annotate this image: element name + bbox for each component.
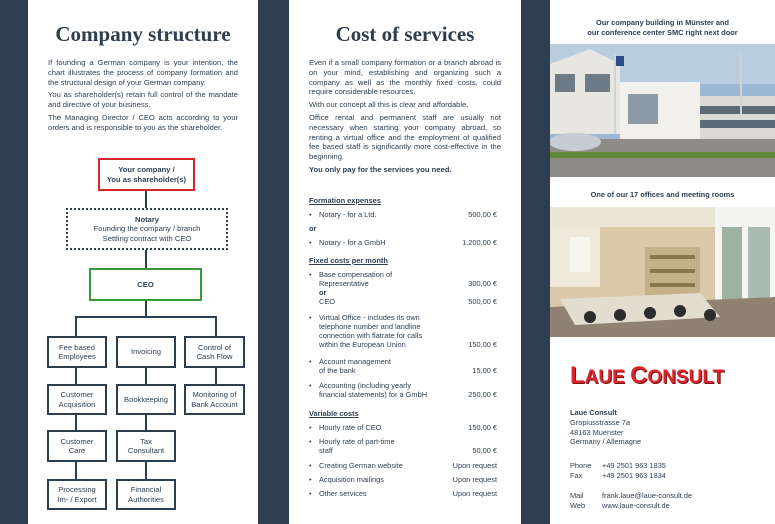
- cost-label-line: connection with flatrate for calls: [319, 331, 423, 340]
- box-line: Bank Account: [191, 399, 238, 409]
- phone-block: [570, 461, 666, 481]
- connector-line: [75, 316, 77, 336]
- org-box: [184, 336, 245, 368]
- logo-letter: L: [570, 362, 585, 389]
- box-line: Financial: [130, 485, 162, 495]
- org-box: [184, 384, 245, 415]
- cost-row: [309, 381, 497, 401]
- cost-label-line: staff: [319, 446, 333, 455]
- cost-amount: 1.200,00 €: [462, 238, 497, 247]
- cost-label: [309, 313, 459, 349]
- paragraph: If founding a German company is your intention, the chart illustrates the process of company formation and the structural design of your German company.: [48, 58, 238, 87]
- notary-box: [66, 208, 228, 250]
- cost-label: • Creating German website: [309, 461, 459, 470]
- cost-label: • Acquisition mailings: [309, 475, 459, 484]
- web-label: Web: [570, 500, 586, 510]
- cost-label: • Notary - for a GmbH: [309, 238, 459, 247]
- connector-line: [215, 368, 217, 384]
- caption-line: Our company building in Münster and: [595, 18, 730, 27]
- panel-cost-of-services: [289, 0, 521, 524]
- cost-label: [309, 437, 459, 455]
- box-line: Bookkeeping: [124, 394, 168, 404]
- org-box: [116, 336, 176, 368]
- connector-line: [75, 316, 216, 318]
- cost-row: [309, 313, 497, 353]
- logo-letters: ONSULT: [647, 367, 725, 388]
- box-line: Invoicing: [131, 347, 161, 357]
- panel-contact: [550, 0, 775, 524]
- org-box: [47, 384, 107, 415]
- cost-amount: 500,00 €: [468, 210, 497, 219]
- caption-line: our conference center SMC right next door: [587, 27, 738, 37]
- fax-label: Fax: [570, 470, 583, 480]
- fax-line: [570, 471, 666, 481]
- fax-value: +49 2501 963 1834: [602, 470, 666, 480]
- cost-label: • Other services: [309, 489, 459, 498]
- building-photo: [550, 44, 775, 177]
- address-block: [570, 408, 641, 447]
- office-photo: [550, 207, 775, 337]
- office-photo-image: [550, 207, 775, 337]
- connector-line: [215, 316, 217, 336]
- shareholder-box: [98, 158, 195, 191]
- connector-line: [145, 414, 147, 430]
- box-line: Employees: [58, 352, 96, 361]
- box-line: Consultant: [127, 446, 165, 455]
- intro-text: [309, 58, 501, 178]
- panel-company-structure: [28, 0, 258, 524]
- section-heading: Fixed costs per month: [309, 256, 388, 265]
- box-line: Acquisition: [58, 399, 96, 409]
- connector-line: [75, 462, 77, 479]
- ceo-box: [89, 268, 202, 301]
- cost-label: • Notary - for a Ltd.: [309, 210, 459, 219]
- intro-text: [48, 58, 238, 136]
- or-label: or: [319, 288, 327, 297]
- cost-row: [309, 437, 497, 457]
- box-line: Processing: [58, 485, 96, 495]
- cost-amount: 50,00 €: [472, 446, 497, 455]
- box-line: You as shareholder(s): [106, 174, 187, 184]
- box-line: Tax: [140, 436, 152, 446]
- phone-label: Phone: [570, 461, 592, 470]
- mail-line: [570, 491, 692, 501]
- cost-amount: Upon request: [452, 489, 497, 498]
- cost-label-line: of the bank: [319, 366, 356, 375]
- connector-line: [75, 368, 77, 384]
- cost-amount: 300,00 €: [468, 279, 497, 288]
- paragraph: With our concept all this is clear and affordable.: [309, 100, 469, 110]
- panel-title: Cost of services: [335, 22, 475, 46]
- logo-letter: C: [630, 362, 648, 389]
- address-country: Germany / Allemagne: [570, 437, 642, 447]
- box-line: Founding the company / branch: [93, 224, 201, 234]
- org-box: [116, 479, 176, 510]
- photo-caption: One of our 17 offices and meeting rooms: [590, 190, 735, 199]
- mail-link[interactable]: frank.laue@laue-consult.de: [602, 491, 693, 500]
- cost-label: • Hourly rate of CEO: [309, 423, 459, 432]
- box-line: CEO: [137, 279, 154, 289]
- or-label: or: [309, 224, 317, 233]
- box-line: Settling contract with CEO: [102, 233, 192, 243]
- cost-label-line: Accounting (including yearly: [319, 381, 412, 390]
- mail-label: Mail: [570, 491, 584, 500]
- paragraph: You as shareholder(s) retain full control of the mandate and directive of your business.: [48, 90, 238, 110]
- cost-label: [309, 357, 459, 375]
- address-city: 48163 Muenster: [570, 427, 624, 437]
- logo-letters: AUE: [584, 367, 631, 388]
- cost-label-line: Account management: [319, 357, 391, 366]
- cost-label-line: within the European Union: [319, 340, 406, 349]
- box-line: Cash Flow: [196, 352, 233, 361]
- org-box: [116, 384, 176, 415]
- cost-row: [309, 357, 497, 377]
- paragraph: The Managing Director / CEO acts according to your orders and is responsible to you as the shareholder.: [48, 112, 238, 132]
- online-block: [570, 491, 692, 511]
- box-line: Im- / Export: [57, 494, 97, 504]
- cost-label-line: Representative: [319, 279, 369, 288]
- box-line: Customer: [60, 436, 94, 446]
- cost-amount: Upon request: [452, 461, 497, 470]
- cost-amount: 250,00 €: [468, 390, 497, 399]
- address-street: Gropiusstrasse 7a: [570, 417, 630, 427]
- cost-amount: 500,00 €: [468, 297, 497, 306]
- box-line: Care: [68, 446, 86, 455]
- connector-line: [145, 300, 147, 317]
- paragraph: Office rental and permanent staff are usually not necessary when starting your company abroad, so renting a virtual office and the employment of qualified fee based staff is significantly more cost-effective in the beginning.: [309, 112, 501, 162]
- org-box: [47, 479, 107, 510]
- section-heading: Variable costs: [309, 409, 359, 418]
- cost-amount: 150,00 €: [468, 423, 497, 432]
- panel-title: Company structure: [55, 22, 231, 46]
- box-line: Notary: [134, 214, 160, 224]
- connector-line: [75, 414, 77, 430]
- org-box: [116, 430, 176, 462]
- cost-label-line: Virtual Office - includes its own: [319, 313, 420, 322]
- box-line: Monitoring of: [192, 390, 237, 400]
- section-heading: Formation expenses: [309, 196, 381, 205]
- box-line: Your company /: [118, 165, 175, 175]
- laue-consult-logo: [570, 362, 724, 390]
- connector-line: [145, 462, 147, 479]
- cost-label-line: CEO: [319, 297, 336, 306]
- cost-amount: 150,00 €: [468, 340, 497, 349]
- cost-label-line: financial statements) for a GmbH: [319, 390, 428, 399]
- cost-label-line: Base compensation of: [319, 270, 393, 279]
- cost-label-line: Hourly rate of part-time: [319, 437, 395, 446]
- connector-line: [145, 250, 147, 269]
- connector-line: [145, 190, 147, 208]
- box-line: Authorities: [128, 494, 164, 504]
- box-line: Fee based: [59, 342, 95, 352]
- cost-label-line: telephone number and landline: [319, 322, 421, 331]
- cost-row: [309, 270, 497, 310]
- org-box: [47, 430, 107, 462]
- box-line: Customer: [60, 390, 94, 400]
- web-line: [570, 501, 692, 511]
- paragraph-bold: You only pay for the services you need.: [309, 164, 452, 174]
- phone-value[interactable]: +49 2501 963 1835: [602, 461, 666, 470]
- web-link[interactable]: www.laue-consult.de: [602, 500, 670, 510]
- cost-label: [309, 381, 459, 399]
- company-name: Laue Consult: [570, 408, 617, 417]
- org-box: [47, 336, 107, 368]
- cost-amount: 15,00 €: [472, 366, 497, 375]
- cost-amount: Upon request: [452, 475, 497, 484]
- photo-caption: [550, 18, 775, 37]
- cost-label: [309, 270, 459, 306]
- box-line: Control of: [198, 342, 231, 352]
- phone-line: [570, 461, 666, 471]
- paragraph: Even if a small company formation or a branch abroad is on your mind, establishing and organizing such a company as well as the monthly fixed costs, could require considerable resources.: [309, 58, 501, 97]
- building-photo-image: [550, 44, 775, 177]
- connector-line: [145, 368, 147, 384]
